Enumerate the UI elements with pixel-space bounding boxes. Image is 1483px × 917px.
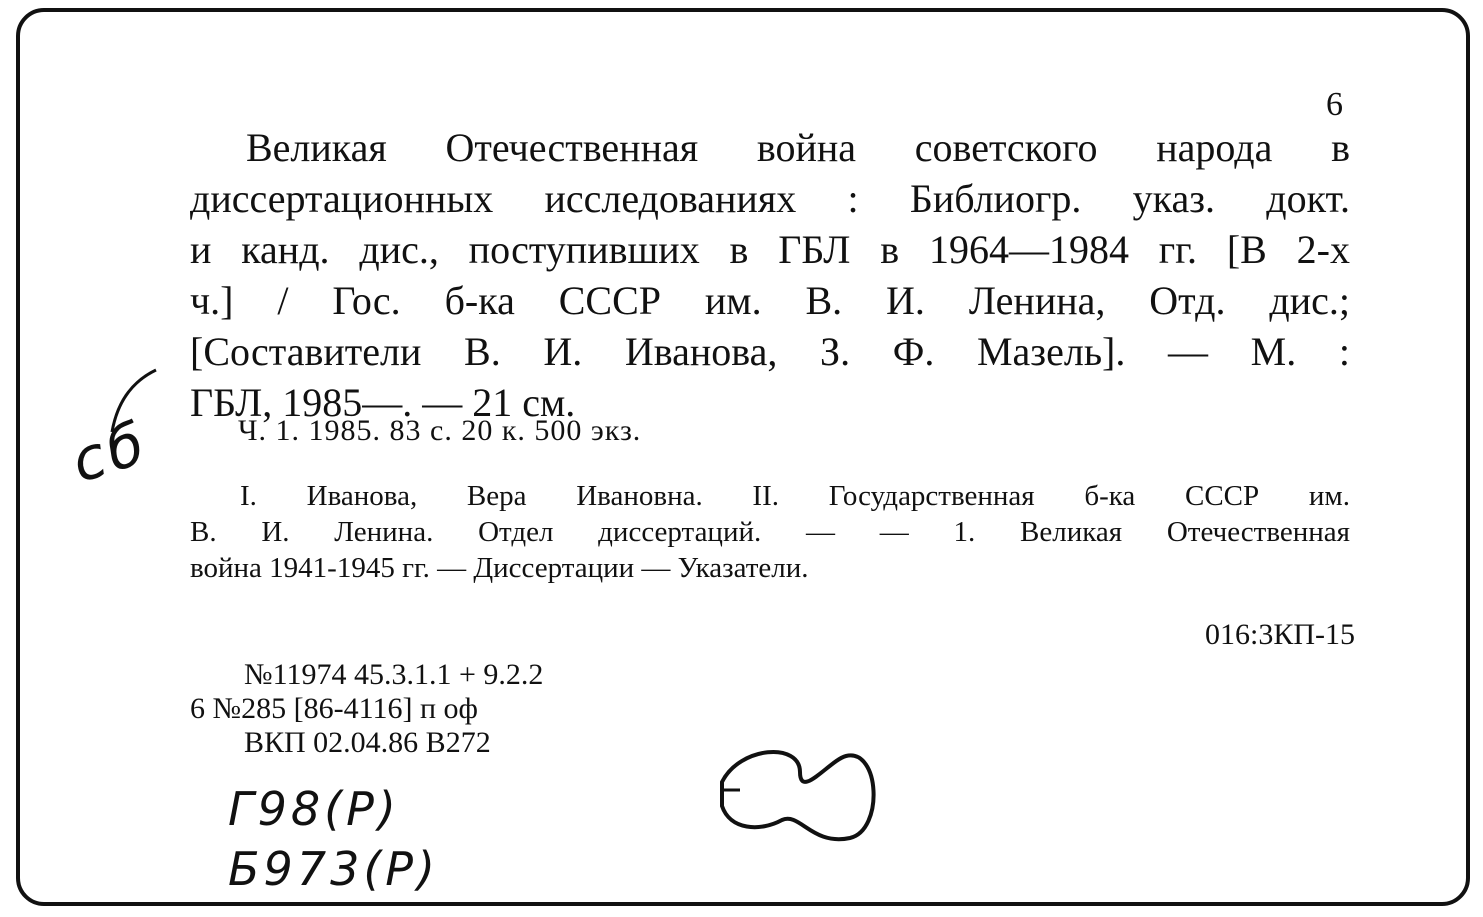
classification-index: 016:3КП-15 <box>1205 618 1355 651</box>
main-entry-line: и канд. дис., поступивших в ГБЛ в 1964—1984 гг. [В 2-х <box>190 227 1350 272</box>
tracing-line: I. Иванова, Вера Ивановна. II. Государственная б-ка СССР им. <box>240 480 1350 512</box>
handwritten-shelfmark-2: Б973(Р) <box>228 842 439 896</box>
main-entry-line: Великая Отечественная война советского народа в <box>246 125 1350 170</box>
main-entry-line: ГБЛ, 1985—. — 21 см. <box>190 380 576 425</box>
main-entry-line: диссертационных исследованиях : Библиогр. указ. докт. <box>190 176 1350 221</box>
tracing-line: В. И. Ленина. Отдел диссертаций. — — 1. Великая Отечественная <box>190 516 1350 548</box>
tracing-line: война 1941-1945 гг. — Диссертации — Указатели. <box>190 552 809 584</box>
handwritten-shelfmark-1: Г98(Р) <box>228 782 400 836</box>
main-entry-line: ч.] / Гос. б-ка СССР им. В. И. Ленина, Отд. дис.; <box>190 278 1350 323</box>
service-line: ВКП 02.04.86 В272 <box>244 726 491 759</box>
page-number: 6 <box>1326 86 1343 123</box>
handwritten-margin-mark: сб <box>63 407 157 497</box>
margin-stroke <box>112 370 156 432</box>
part-description: Ч. 1. 1985. 83 с. 20 к. 500 экз. <box>238 414 642 447</box>
service-line: 6 №285 [86-4116] п оф <box>190 692 478 725</box>
service-line: №11974 45.3.1.1 + 9.2.2 <box>244 658 544 691</box>
loop-doodle <box>722 752 874 839</box>
main-entry-line: [Составители В. И. Иванова, З. Ф. Мазель]. — М. : <box>190 329 1350 374</box>
